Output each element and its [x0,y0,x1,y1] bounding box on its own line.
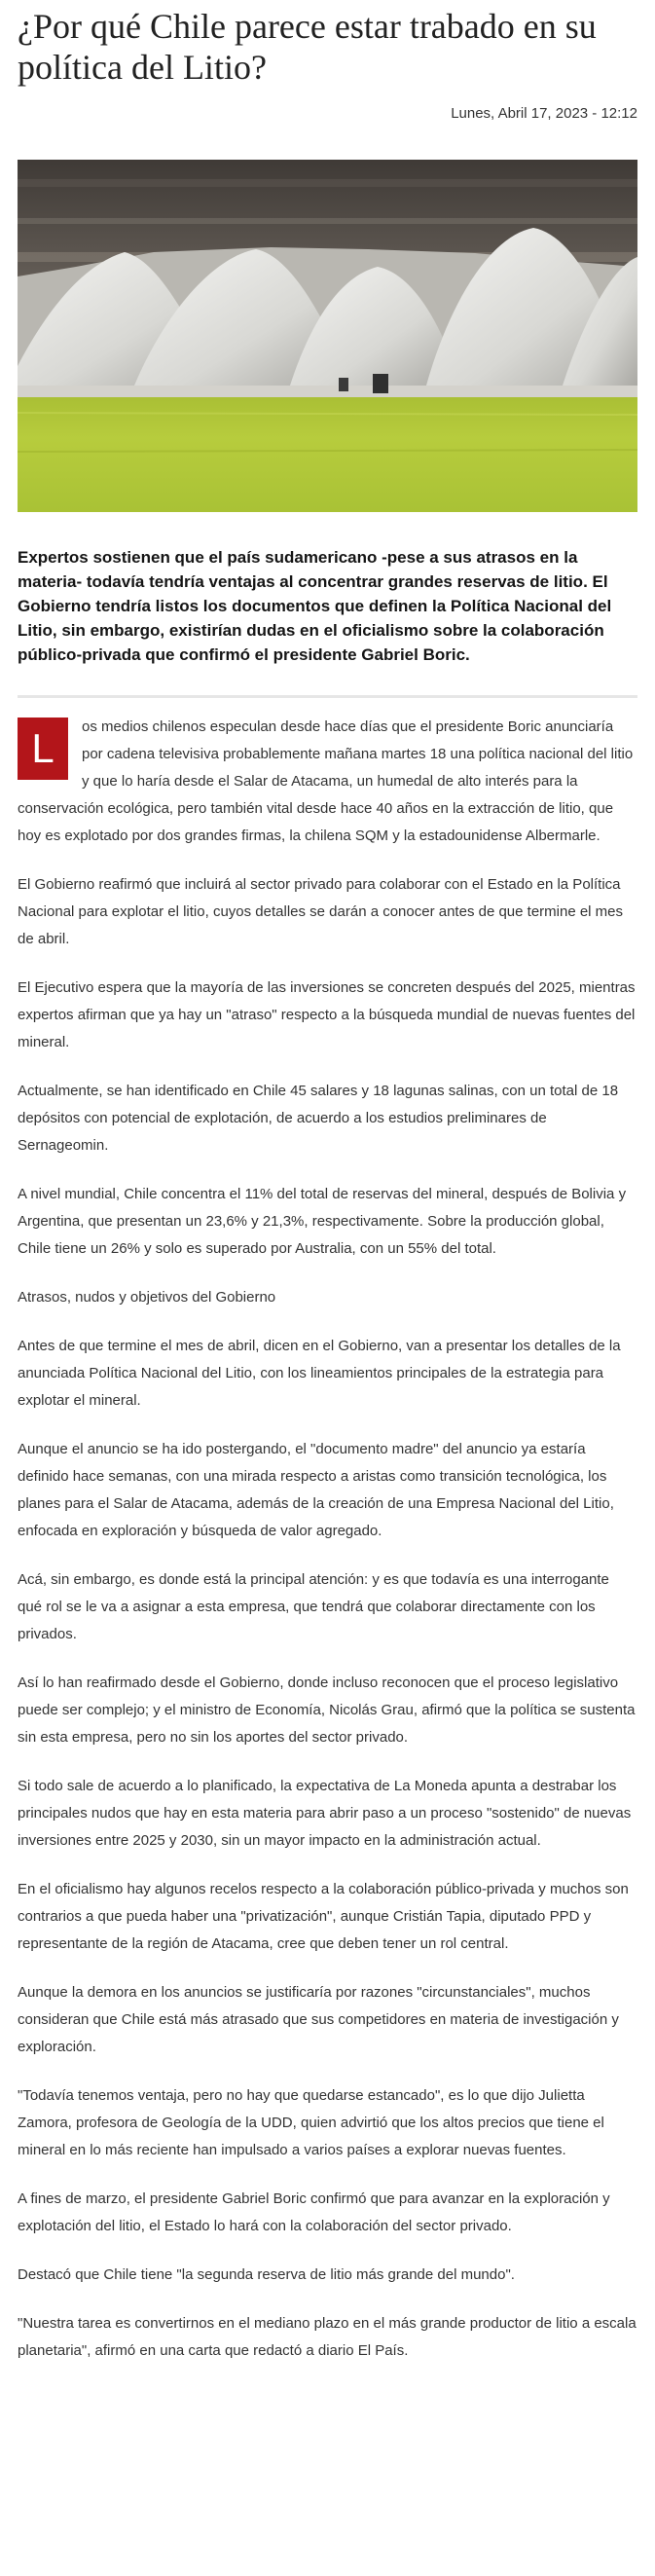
body-paragraph: Aunque la demora en los anuncios se justificaría por razones "circunstanciales", muchos consideran que Chile está más atrasado que sus competidores en materia de investigación y exploración. [18,1984,619,2055]
hero-image-salt-flat [18,160,637,512]
body-paragraph: "Nuestra tarea es convertirnos en el mediano plazo en el más grande productor de litio a escala planetaria", afirmó en una carta que redactó a diario El País. [18,2315,637,2359]
section-subheading: Atrasos, nudos y objetivos del Gobierno [18,1289,276,1306]
article-body [18,714,637,2386]
body-paragraph: Antes de que termine el mes de abril, dicen en el Gobierno, van a presentar los detalles de la anunciada Política Nacional del Litio, con los lineamientos principales de la estrategia para explotar el mineral. [18,1338,621,1409]
body-paragraph: Así lo han reafirmado desde el Gobierno, donde incluso reconocen que el proceso legislativo puede ser complejo; y el ministro de Economía, Nicolás Grau, afirmó que la política se sustenta sin esta empresa, pero no sin los aportes del sector privado. [18,1674,636,1746]
body-paragraph: "Todavía tenemos ventaja, pero no hay que quedarse estancado", es lo que dijo Julietta Zamora, profesora de Geología de la UDD, quien advirtió que los altos precios que tiene el mineral en lo más reciente han impulsado a varios países a explorar nuevas fuentes. [18,2087,604,2158]
body-paragraph: El Gobierno reafirmó que incluirá al sector privado para colaborar con el Estado en la Política Nacional para explotar el litio, cuyos detalles se darán a conocer antes de que termine el mes de abril. [18,876,624,947]
body-paragraph [18,714,637,850]
body-paragraph: Actualmente, se han identificado en Chile 45 salares y 18 lagunas salinas, con un total de 18 depósitos con potencial de explotación, de acuerdo a los estudios preliminares de Sernageomin. [18,1083,619,1154]
body-paragraph: Si todo sale de acuerdo a lo planificado, la expectativa de La Moneda apunta a destrabar los principales nudos que hay en esta materia para abrir paso a un proceso "sostenido" de nuevas inversiones entre 2025 y 2030, sin un mayor impacto en la administración actual. [18,1778,632,1849]
body-paragraph: El Ejecutivo espera que la mayoría de las inversiones se concreten después del 2025, mientras expertos afirman que ya hay un "atraso" respecto a la búsqueda mundial de nuevas fuentes del mineral. [18,979,636,1050]
first-paragraph-text: os medios chilenos especulan desde hace días que el presidente Boric anunciaría por cadena televisiva probablemente mañana martes 18 una política nacional del litio y que lo haría desde el Salar de Atacama, un humedal de alto interés para la conservación ecológica, pero también vital desde hace 40 años en la extracción de litio, que hoy es explotado por dos grandes firmas, la chilena SQM y la estadounidense Albermarle. [18,718,634,844]
divider [18,695,637,698]
body-paragraph: A fines de marzo, el presidente Gabriel Boric confirmó que para avanzar en la exploración y explotación del litio, el Estado lo hará con la colaboración del sector privado. [18,2190,610,2234]
publish-date: Lunes, Abril 17, 2023 - 12:12 [451,105,637,122]
drop-cap: L [18,718,68,780]
article-lead: Expertos sostienen que el país sudamericano -pese a sus atrasos en la materia- todavía tendría ventajas al concentrar grandes reservas de litio. El Gobierno tendría listos los documentos que definen la Política Nacional del Litio, sin embargo, existirían dudas en el oficialismo sobre la colaboración público-privada que confirmó el presidente Gabriel Boric. [18,548,612,664]
body-paragraph: Aunque el anuncio se ha ido postergando, el "documento madre" del anuncio ya estaría definido hace semanas, con una mirada respecto a aristas como transición tecnológica, los planes para el Salar de Atacama, además de la creación de una Empresa Nacional del Litio, enfocada en exploración y búsqueda de valor agregado. [18,1441,614,1539]
body-paragraph: Destacó que Chile tiene "la segunda reserva de litio más grande del mundo". [18,2266,515,2283]
body-paragraph: A nivel mundial, Chile concentra el 11% del total de reservas del mineral, después de Bolivia y Argentina, que presentan un 23,6% y 21,3%, respectivamente. Sobre la producción global, Chile tiene un 26% y solo es superado por Australia, con un 55% del total. [18,1186,627,1257]
body-paragraph: En el oficialismo hay algunos recelos respecto a la colaboración público-privada y muchos son contrarios a que pueda haber una "privatización", aunque Cristián Tapia, diputado PPD y representante de la región de Atacama, cree que deben tener un rol central. [18,1881,629,1952]
salt-pile-illustration [18,160,637,512]
article-title: ¿Por qué Chile parece estar trabado en su política del Litio? [18,7,597,87]
body-paragraph: Acá, sin embargo, es donde está la principal atención: y es que todavía es una interrogante qué rol se le va a asignar a esta empresa, que tendrá que colaborar directamente con los privados. [18,1571,609,1642]
